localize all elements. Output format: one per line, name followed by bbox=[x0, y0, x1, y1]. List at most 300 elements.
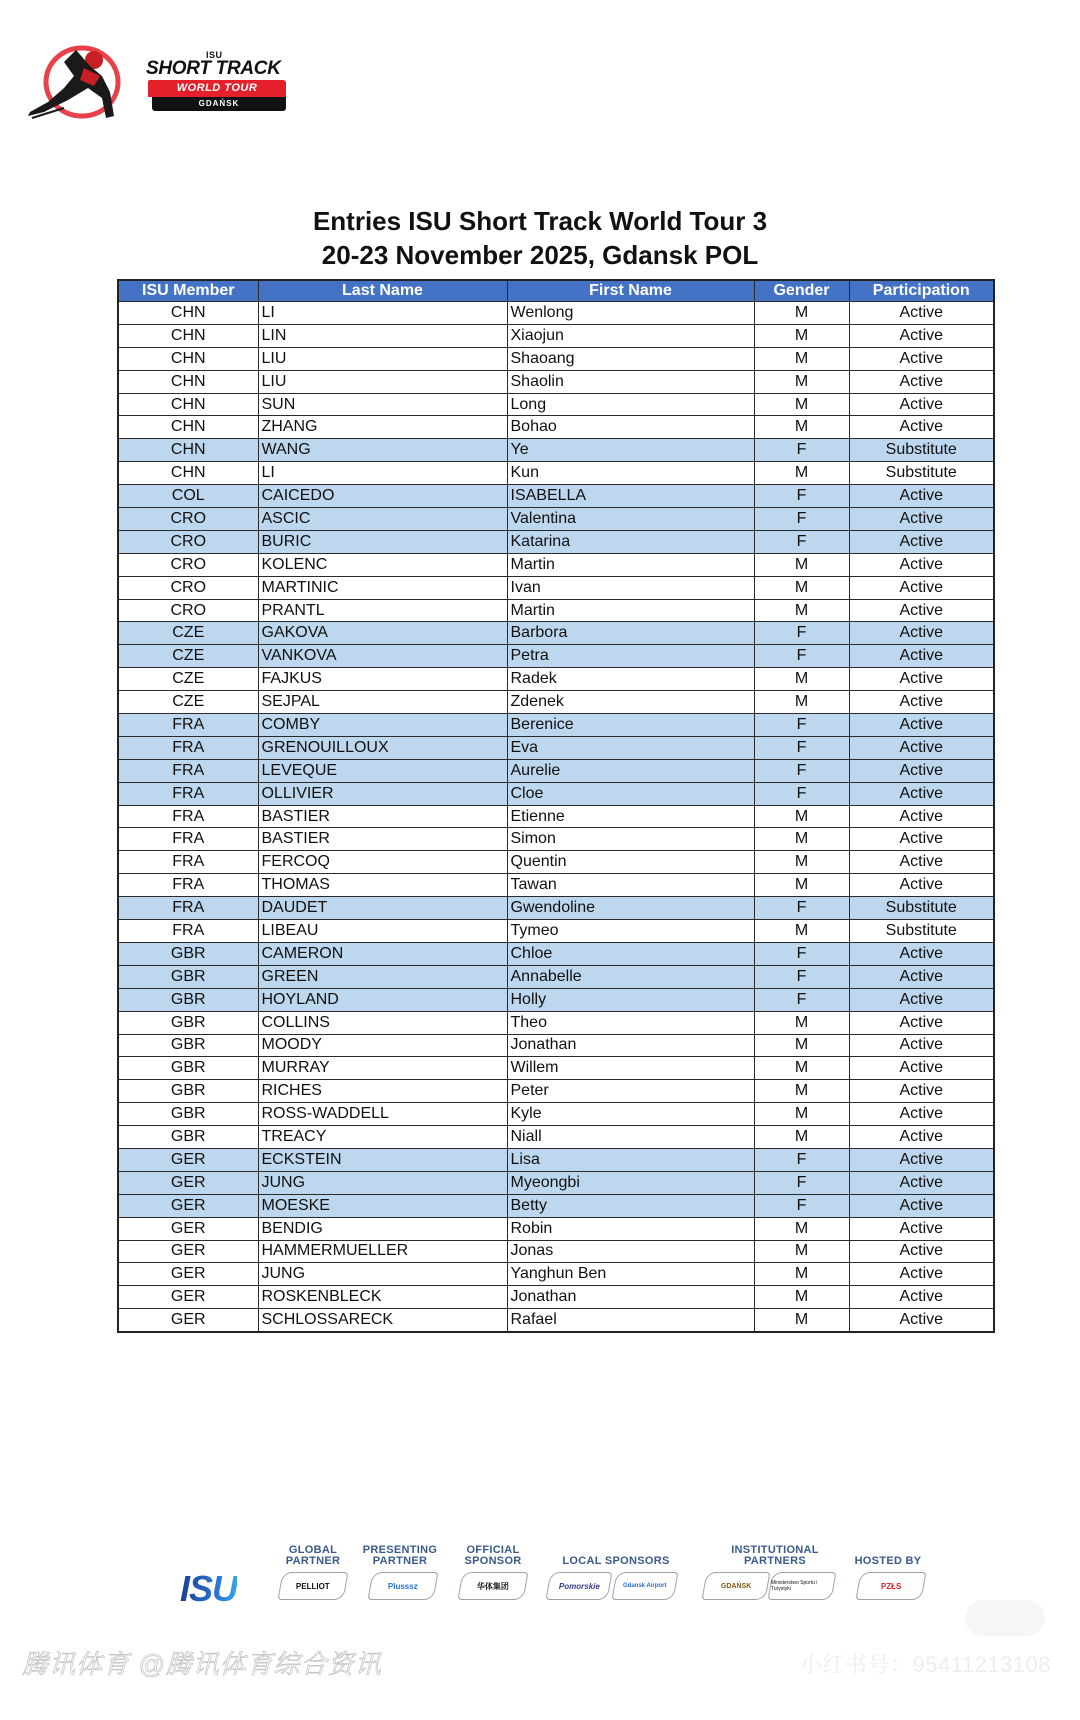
cell-gender: M bbox=[754, 920, 849, 943]
sponsor-label-line2: LOCAL SPONSORS bbox=[562, 1555, 670, 1567]
cell-first-name: Betty bbox=[507, 1194, 754, 1217]
cell-gender: F bbox=[754, 1171, 849, 1194]
cell-last-name: SUN bbox=[258, 393, 507, 416]
cell-last-name: ZHANG bbox=[258, 416, 507, 439]
cell-participation: Active bbox=[849, 1309, 994, 1332]
cell-gender: F bbox=[754, 714, 849, 737]
cell-participation: Active bbox=[849, 1194, 994, 1217]
cell-gender: F bbox=[754, 508, 849, 531]
cell-gender: F bbox=[754, 622, 849, 645]
cell-isu-member: CRO bbox=[118, 553, 258, 576]
table-row bbox=[118, 1034, 994, 1057]
table-row bbox=[118, 485, 994, 508]
entries-table bbox=[117, 279, 995, 1333]
cell-gender: F bbox=[754, 988, 849, 1011]
cell-last-name: RICHES bbox=[258, 1080, 507, 1103]
table-row bbox=[118, 599, 994, 622]
cell-isu-member: GER bbox=[118, 1309, 258, 1332]
cell-last-name: GRENOUILLOUX bbox=[258, 736, 507, 759]
cell-last-name: VANKOVA bbox=[258, 645, 507, 668]
cell-isu-member: FRA bbox=[118, 851, 258, 874]
cell-participation: Active bbox=[849, 553, 994, 576]
table-row bbox=[118, 828, 994, 851]
cell-participation: Active bbox=[849, 599, 994, 622]
cell-last-name: SEJPAL bbox=[258, 691, 507, 714]
cell-isu-member: GER bbox=[118, 1217, 258, 1240]
cell-first-name: Simon bbox=[507, 828, 754, 851]
isu-footer-logo: ISU bbox=[180, 1568, 238, 1609]
table-row bbox=[118, 530, 994, 553]
sponsor-label-line1: PRESENTING bbox=[362, 1544, 438, 1556]
cell-last-name: COLLINS bbox=[258, 1011, 507, 1034]
cell-gender: F bbox=[754, 439, 849, 462]
cell-participation: Active bbox=[849, 530, 994, 553]
cell-participation: Active bbox=[849, 1103, 994, 1126]
cell-gender: M bbox=[754, 553, 849, 576]
sponsor-label-global-partner bbox=[283, 1545, 343, 1567]
cell-last-name: CAMERON bbox=[258, 942, 507, 965]
cell-gender: F bbox=[754, 782, 849, 805]
logo-short-track-text: SHORT TRACK bbox=[146, 58, 281, 79]
table-row bbox=[118, 691, 994, 714]
sponsor-logo-huati bbox=[458, 1572, 529, 1600]
cell-participation: Active bbox=[849, 782, 994, 805]
entries-table-body bbox=[118, 302, 994, 1333]
table-row bbox=[118, 1011, 994, 1034]
sponsor-label-line2: HOSTED BY bbox=[854, 1555, 922, 1567]
table-row bbox=[118, 416, 994, 439]
sponsor-label-local-sponsors bbox=[556, 1556, 676, 1567]
cell-first-name: Long bbox=[507, 393, 754, 416]
cell-participation: Active bbox=[849, 1171, 994, 1194]
cell-isu-member: FRA bbox=[118, 714, 258, 737]
cell-participation: Substitute bbox=[849, 897, 994, 920]
cell-isu-member: CZE bbox=[118, 691, 258, 714]
cell-participation: Active bbox=[849, 347, 994, 370]
sponsor-label-line1: INSTITUTIONAL bbox=[731, 1544, 819, 1556]
cell-last-name: LIN bbox=[258, 324, 507, 347]
cell-gender: M bbox=[754, 1286, 849, 1309]
cell-first-name: Tymeo bbox=[507, 920, 754, 943]
cell-first-name: Tawan bbox=[507, 874, 754, 897]
cell-last-name: ROSKENBLECK bbox=[258, 1286, 507, 1309]
cell-isu-member: GER bbox=[118, 1194, 258, 1217]
cell-participation: Active bbox=[849, 645, 994, 668]
cell-participation: Active bbox=[849, 942, 994, 965]
cell-gender: M bbox=[754, 828, 849, 851]
table-row bbox=[118, 714, 994, 737]
cell-last-name: BENDIG bbox=[258, 1217, 507, 1240]
table-row bbox=[118, 920, 994, 943]
sponsor-logo-text: Pomorskie bbox=[558, 1581, 600, 1591]
cell-gender: F bbox=[754, 759, 849, 782]
table-row bbox=[118, 1103, 994, 1126]
cell-gender: F bbox=[754, 645, 849, 668]
cell-participation: Active bbox=[849, 714, 994, 737]
sponsor-logo-pzls bbox=[856, 1572, 927, 1600]
cell-first-name: Jonas bbox=[507, 1240, 754, 1263]
document-title: Entries ISU Short Track World Tour 3 bbox=[312, 206, 768, 236]
cell-first-name: Radek bbox=[507, 668, 754, 691]
sponsor-label-presenting-partner bbox=[360, 1545, 440, 1567]
table-row bbox=[118, 1240, 994, 1263]
table-row bbox=[118, 1171, 994, 1194]
table-row bbox=[118, 553, 994, 576]
cell-participation: Active bbox=[849, 508, 994, 531]
cell-gender: F bbox=[754, 1148, 849, 1171]
cell-first-name: Berenice bbox=[507, 714, 754, 737]
cell-last-name: DAUDET bbox=[258, 897, 507, 920]
cell-participation: Active bbox=[849, 1240, 994, 1263]
cell-isu-member: FRA bbox=[118, 759, 258, 782]
header-isu-member: ISU Member bbox=[118, 280, 258, 302]
cell-last-name: ASCIC bbox=[258, 508, 507, 531]
sponsor-logo-text: Plusssz bbox=[388, 1581, 418, 1591]
watermark-blob bbox=[965, 1600, 1045, 1636]
cell-last-name: KOLENC bbox=[258, 553, 507, 576]
table-row bbox=[118, 965, 994, 988]
cell-last-name: LI bbox=[258, 462, 507, 485]
sponsor-label-line2: PARTNER bbox=[372, 1555, 428, 1567]
table-row bbox=[118, 439, 994, 462]
cell-last-name: MOODY bbox=[258, 1034, 507, 1057]
cell-first-name: Yanghun Ben bbox=[507, 1263, 754, 1286]
cell-first-name: Valentina bbox=[507, 508, 754, 531]
cell-isu-member: GER bbox=[118, 1286, 258, 1309]
skater-icon bbox=[24, 42, 142, 124]
cell-gender: F bbox=[754, 965, 849, 988]
table-row bbox=[118, 347, 994, 370]
cell-first-name: Aurelie bbox=[507, 759, 754, 782]
cell-first-name: Zdenek bbox=[507, 691, 754, 714]
cell-last-name: GAKOVA bbox=[258, 622, 507, 645]
sponsor-label-institutional-partners bbox=[722, 1545, 828, 1567]
cell-gender: F bbox=[754, 942, 849, 965]
cell-participation: Active bbox=[849, 1217, 994, 1240]
cell-first-name: Martin bbox=[507, 553, 754, 576]
sponsor-label-hosted-by bbox=[848, 1556, 928, 1567]
cell-first-name: Rafael bbox=[507, 1309, 754, 1332]
sponsor-label-line2: PARTNER bbox=[285, 1555, 341, 1567]
cell-last-name: LIU bbox=[258, 370, 507, 393]
cell-gender: F bbox=[754, 485, 849, 508]
cell-isu-member: CRO bbox=[118, 599, 258, 622]
watermark-tencent-sports: 腾讯体育 @腾讯体育综合资讯 bbox=[22, 1649, 382, 1679]
sponsor-logo-plusssz bbox=[368, 1572, 439, 1600]
cell-last-name: JUNG bbox=[258, 1171, 507, 1194]
cell-last-name: BASTIER bbox=[258, 828, 507, 851]
cell-isu-member: FRA bbox=[118, 736, 258, 759]
cell-participation: Substitute bbox=[849, 920, 994, 943]
table-row bbox=[118, 874, 994, 897]
cell-gender: M bbox=[754, 691, 849, 714]
cell-gender: M bbox=[754, 1217, 849, 1240]
cell-participation: Active bbox=[849, 988, 994, 1011]
cell-isu-member: FRA bbox=[118, 920, 258, 943]
cell-isu-member: CRO bbox=[118, 530, 258, 553]
cell-first-name: Etienne bbox=[507, 805, 754, 828]
cell-last-name: MURRAY bbox=[258, 1057, 507, 1080]
cell-isu-member: CZE bbox=[118, 645, 258, 668]
cell-gender: F bbox=[754, 736, 849, 759]
sponsor-logo-ministry-sport bbox=[768, 1572, 837, 1600]
table-row bbox=[118, 736, 994, 759]
cell-first-name: Shaolin bbox=[507, 370, 754, 393]
cell-last-name: HAMMERMUELLER bbox=[258, 1240, 507, 1263]
cell-gender: M bbox=[754, 1057, 849, 1080]
table-row bbox=[118, 1286, 994, 1309]
cell-gender: M bbox=[754, 416, 849, 439]
sponsor-label-line2: PARTNERS bbox=[743, 1555, 807, 1567]
cell-isu-member: FRA bbox=[118, 874, 258, 897]
cell-isu-member: FRA bbox=[118, 828, 258, 851]
cell-isu-member: CHN bbox=[118, 302, 258, 325]
cell-isu-member: CZE bbox=[118, 622, 258, 645]
cell-isu-member: GBR bbox=[118, 965, 258, 988]
sponsor-label-line2: SPONSOR bbox=[464, 1555, 522, 1567]
cell-first-name: Kyle bbox=[507, 1103, 754, 1126]
cell-participation: Active bbox=[849, 485, 994, 508]
cell-last-name: BASTIER bbox=[258, 805, 507, 828]
sponsor-label-line1: OFFICIAL bbox=[466, 1544, 520, 1556]
cell-isu-member: CHN bbox=[118, 347, 258, 370]
cell-gender: M bbox=[754, 370, 849, 393]
cell-last-name: TREACY bbox=[258, 1126, 507, 1149]
cell-isu-member: GBR bbox=[118, 1126, 258, 1149]
logo-city-text: GDAŃSK bbox=[152, 97, 286, 111]
cell-participation: Active bbox=[849, 668, 994, 691]
cell-isu-member: CRO bbox=[118, 508, 258, 531]
cell-gender: M bbox=[754, 576, 849, 599]
cell-last-name: JUNG bbox=[258, 1263, 507, 1286]
cell-gender: M bbox=[754, 1309, 849, 1332]
cell-first-name: Willem bbox=[507, 1057, 754, 1080]
sponsor-logo-pomorskie bbox=[546, 1572, 613, 1600]
cell-isu-member: GBR bbox=[118, 988, 258, 1011]
cell-last-name: WANG bbox=[258, 439, 507, 462]
table-row bbox=[118, 324, 994, 347]
cell-isu-member: FRA bbox=[118, 782, 258, 805]
cell-first-name: Shaoang bbox=[507, 347, 754, 370]
cell-first-name: Gwendoline bbox=[507, 897, 754, 920]
sponsor-logo-text: GDAŃSK bbox=[720, 1582, 752, 1590]
cell-gender: M bbox=[754, 324, 849, 347]
cell-isu-member: GBR bbox=[118, 1080, 258, 1103]
cell-first-name: Annabelle bbox=[507, 965, 754, 988]
cell-first-name: Lisa bbox=[507, 1148, 754, 1171]
cell-gender: F bbox=[754, 530, 849, 553]
cell-gender: M bbox=[754, 1263, 849, 1286]
cell-isu-member: GER bbox=[118, 1148, 258, 1171]
cell-participation: Active bbox=[849, 736, 994, 759]
cell-participation: Active bbox=[849, 370, 994, 393]
cell-participation: Active bbox=[849, 874, 994, 897]
cell-last-name: THOMAS bbox=[258, 874, 507, 897]
cell-first-name: Katarina bbox=[507, 530, 754, 553]
cell-last-name: LIBEAU bbox=[258, 920, 507, 943]
sponsor-logo-text: Gdansk Airport bbox=[623, 1583, 667, 1589]
cell-isu-member: GBR bbox=[118, 1057, 258, 1080]
cell-isu-member: CHN bbox=[118, 462, 258, 485]
cell-isu-member: CHN bbox=[118, 324, 258, 347]
cell-isu-member: CHN bbox=[118, 416, 258, 439]
cell-participation: Active bbox=[849, 324, 994, 347]
cell-first-name: Cloe bbox=[507, 782, 754, 805]
table-row bbox=[118, 645, 994, 668]
cell-isu-member: GER bbox=[118, 1240, 258, 1263]
sponsor-label-official-sponsor bbox=[460, 1545, 526, 1567]
cell-gender: M bbox=[754, 805, 849, 828]
table-row bbox=[118, 302, 994, 325]
cell-first-name: Peter bbox=[507, 1080, 754, 1103]
cell-gender: M bbox=[754, 1034, 849, 1057]
cell-last-name: OLLIVIER bbox=[258, 782, 507, 805]
cell-first-name: Quentin bbox=[507, 851, 754, 874]
cell-participation: Active bbox=[849, 1034, 994, 1057]
logo-isu-text: ISU bbox=[206, 50, 223, 60]
cell-isu-member: GER bbox=[118, 1171, 258, 1194]
cell-participation: Substitute bbox=[849, 462, 994, 485]
table-row bbox=[118, 1263, 994, 1286]
table-row bbox=[118, 462, 994, 485]
cell-gender: M bbox=[754, 874, 849, 897]
table-header-row bbox=[118, 280, 994, 302]
cell-isu-member: GBR bbox=[118, 1034, 258, 1057]
table-row bbox=[118, 942, 994, 965]
cell-isu-member: CHN bbox=[118, 370, 258, 393]
table-row bbox=[118, 988, 994, 1011]
cell-last-name: LEVEQUE bbox=[258, 759, 507, 782]
table-row bbox=[118, 1217, 994, 1240]
table-row bbox=[118, 759, 994, 782]
sponsor-logo-text: 华体集团 bbox=[477, 1581, 509, 1591]
cell-participation: Substitute bbox=[849, 439, 994, 462]
cell-last-name: FERCOQ bbox=[258, 851, 507, 874]
cell-last-name: CAICEDO bbox=[258, 485, 507, 508]
cell-participation: Active bbox=[849, 1011, 994, 1034]
cell-first-name: Robin bbox=[507, 1217, 754, 1240]
table-row bbox=[118, 622, 994, 645]
table-row bbox=[118, 393, 994, 416]
cell-isu-member: GBR bbox=[118, 1011, 258, 1034]
table-row bbox=[118, 1057, 994, 1080]
logo-world-tour-text: WORLD TOUR bbox=[148, 80, 286, 97]
cell-gender: M bbox=[754, 1080, 849, 1103]
sponsor-logo-text: PZŁS bbox=[880, 1581, 902, 1591]
cell-first-name: Theo bbox=[507, 1011, 754, 1034]
cell-participation: Active bbox=[849, 691, 994, 714]
cell-isu-member: CHN bbox=[118, 393, 258, 416]
cell-last-name: ECKSTEIN bbox=[258, 1148, 507, 1171]
cell-participation: Active bbox=[849, 302, 994, 325]
sponsor-logo-gdansk-airport bbox=[612, 1572, 679, 1600]
sponsor-logo-gdansk-city bbox=[702, 1572, 771, 1600]
cell-first-name: Ivan bbox=[507, 576, 754, 599]
table-row bbox=[118, 1080, 994, 1103]
cell-first-name: Ye bbox=[507, 439, 754, 462]
cell-last-name: COMBY bbox=[258, 714, 507, 737]
cell-first-name: Kun bbox=[507, 462, 754, 485]
cell-first-name: Myeongbi bbox=[507, 1171, 754, 1194]
cell-isu-member: GBR bbox=[118, 942, 258, 965]
cell-isu-member: COL bbox=[118, 485, 258, 508]
cell-first-name: Holly bbox=[507, 988, 754, 1011]
cell-participation: Active bbox=[849, 416, 994, 439]
table-row bbox=[118, 897, 994, 920]
table-row bbox=[118, 508, 994, 531]
watermark-xiaohongshu-id: 小红书号：9541121310​8 bbox=[800, 1652, 1051, 1677]
cell-participation: Active bbox=[849, 965, 994, 988]
header-participation: Participation bbox=[849, 280, 994, 302]
cell-participation: Active bbox=[849, 851, 994, 874]
cell-participation: Active bbox=[849, 759, 994, 782]
cell-participation: Active bbox=[849, 1148, 994, 1171]
cell-participation: Active bbox=[849, 805, 994, 828]
cell-last-name: SCHLOSSARECK bbox=[258, 1309, 507, 1332]
cell-participation: Active bbox=[849, 828, 994, 851]
cell-gender: M bbox=[754, 462, 849, 485]
cell-participation: Active bbox=[849, 576, 994, 599]
cell-gender: M bbox=[754, 851, 849, 874]
cell-isu-member: CRO bbox=[118, 576, 258, 599]
cell-gender: M bbox=[754, 302, 849, 325]
cell-gender: M bbox=[754, 668, 849, 691]
cell-last-name: BURIC bbox=[258, 530, 507, 553]
cell-first-name: Xiaojun bbox=[507, 324, 754, 347]
table-row bbox=[118, 1194, 994, 1217]
cell-first-name: Jonathan bbox=[507, 1286, 754, 1309]
sponsor-logo-pelliot bbox=[278, 1572, 349, 1600]
cell-gender: M bbox=[754, 347, 849, 370]
sponsor-label-line1: GLOBAL bbox=[288, 1544, 338, 1556]
sponsor-logo-text: PELLIOT bbox=[296, 1581, 330, 1591]
cell-isu-member: CZE bbox=[118, 668, 258, 691]
table-row bbox=[118, 1309, 994, 1332]
table-row bbox=[118, 851, 994, 874]
table-row bbox=[118, 805, 994, 828]
cell-gender: M bbox=[754, 1103, 849, 1126]
cell-participation: Active bbox=[849, 393, 994, 416]
document-subtitle: 20-23 November 2025, Gdansk POL bbox=[321, 240, 759, 270]
cell-last-name: MOESKE bbox=[258, 1194, 507, 1217]
table-row bbox=[118, 576, 994, 599]
cell-isu-member: GER bbox=[118, 1263, 258, 1286]
cell-first-name: Petra bbox=[507, 645, 754, 668]
header-last-name: Last Name bbox=[258, 280, 507, 302]
cell-gender: M bbox=[754, 1011, 849, 1034]
table-row bbox=[118, 782, 994, 805]
cell-gender: M bbox=[754, 599, 849, 622]
cell-gender: M bbox=[754, 1240, 849, 1263]
table-row bbox=[118, 1148, 994, 1171]
cell-participation: Active bbox=[849, 1286, 994, 1309]
cell-gender: M bbox=[754, 393, 849, 416]
cell-last-name: FAJKUS bbox=[258, 668, 507, 691]
cell-gender: M bbox=[754, 1126, 849, 1149]
cell-last-name: ROSS-WADDELL bbox=[258, 1103, 507, 1126]
cell-isu-member: CHN bbox=[118, 439, 258, 462]
short-track-world-tour-logo bbox=[24, 42, 286, 124]
cell-first-name: Niall bbox=[507, 1126, 754, 1149]
cell-first-name: Jonathan bbox=[507, 1034, 754, 1057]
table-row bbox=[118, 1126, 994, 1149]
cell-participation: Active bbox=[849, 622, 994, 645]
cell-first-name: ISABELLA bbox=[507, 485, 754, 508]
cell-first-name: Eva bbox=[507, 736, 754, 759]
cell-last-name: MARTINIC bbox=[258, 576, 507, 599]
cell-first-name: Wenlong bbox=[507, 302, 754, 325]
cell-participation: Active bbox=[849, 1057, 994, 1080]
